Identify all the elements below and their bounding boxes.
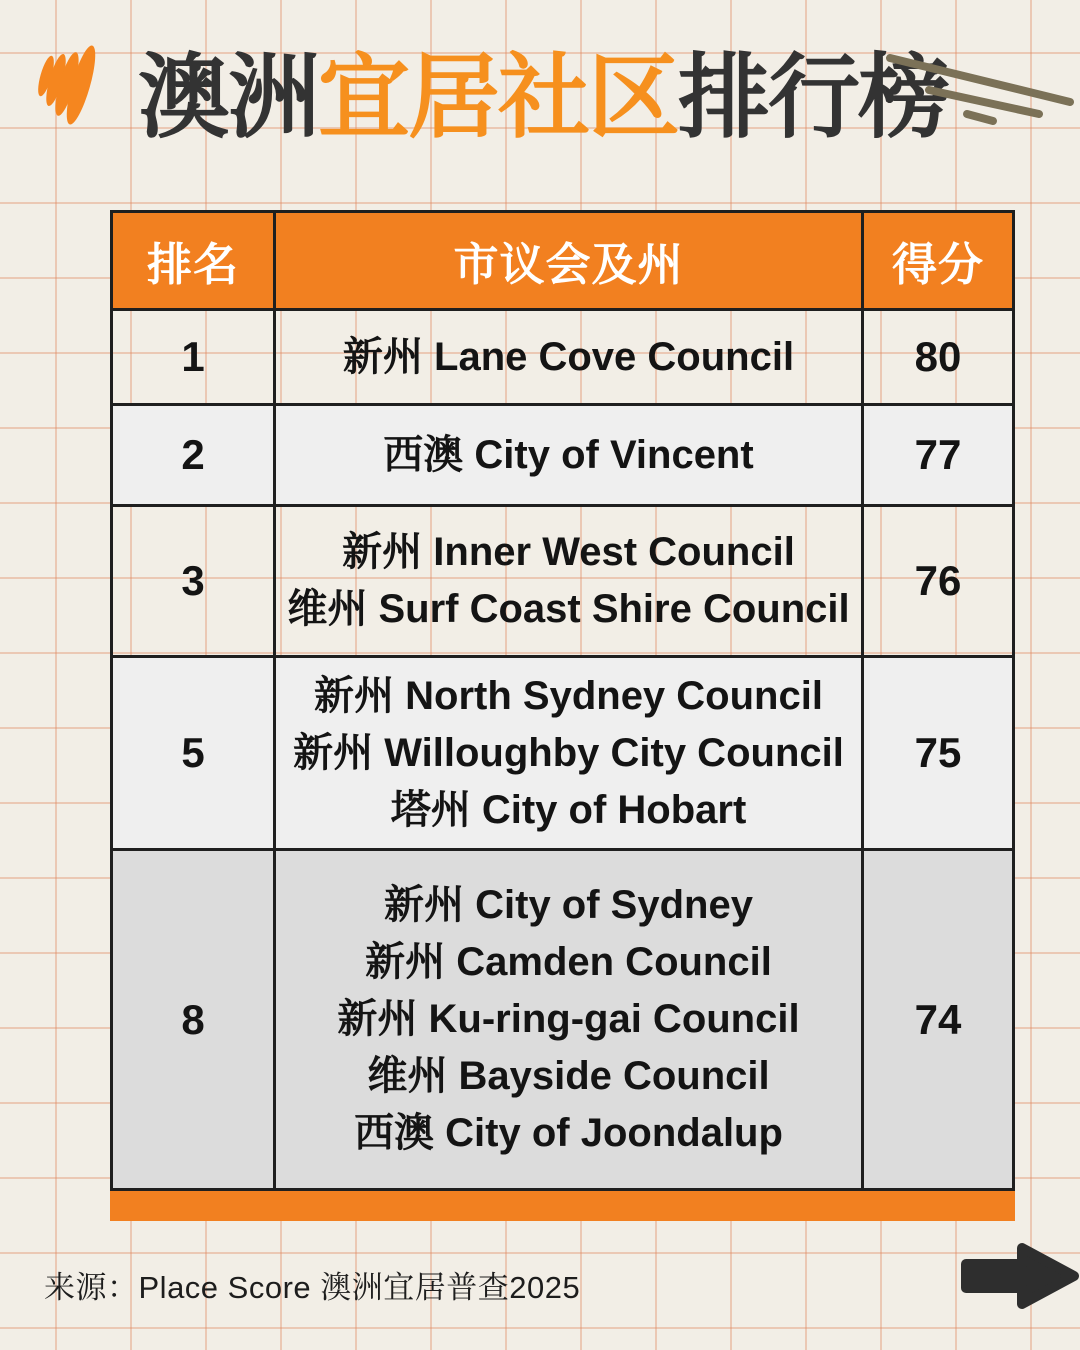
sbs-logo-icon [34, 36, 102, 128]
council-name: 新州 Camden Council [365, 940, 772, 984]
council-cell [273, 311, 864, 403]
rank-cell: 3 [181, 557, 205, 604]
page-title [138, 46, 948, 151]
council-name: 塔州 City of Hobart [390, 787, 747, 832]
score-cell: 75 [914, 729, 962, 776]
ranking-table [110, 210, 1015, 1221]
council-name: 新州 Willoughby City Council [293, 730, 844, 775]
rank-cell: 8 [181, 995, 205, 1043]
arrow-right-icon [956, 1238, 1080, 1314]
score-cell: 80 [914, 333, 962, 380]
table-header [113, 213, 1012, 308]
council-name: 维州 Bayside Council [367, 1054, 770, 1098]
source-text: 来源：Place Score 澳洲宜居普查2025 [44, 1270, 581, 1305]
council-name: 维州 Surf Coast Shire Council [287, 587, 850, 631]
page-title-segment: 宜居社区 [318, 47, 679, 149]
column-header-council: 市议会及州 [273, 213, 864, 308]
council-name: 西澳 City of Joondalup [354, 1111, 783, 1155]
council-name: 新州 Lane Cove Council [342, 334, 795, 379]
page-title-segment: 排行榜 [678, 47, 949, 149]
column-header-rank: 排名 [146, 239, 239, 290]
table-row [113, 504, 1012, 655]
score-cell: 77 [914, 431, 962, 478]
council-cell [273, 851, 864, 1188]
rank-cell: 2 [181, 431, 205, 478]
column-header-score: 得分 [891, 239, 984, 290]
table-row [113, 403, 1012, 504]
score-cell: 74 [914, 995, 962, 1043]
rank-cell: 5 [181, 729, 205, 776]
table-row [113, 848, 1012, 1188]
score-cell: 76 [914, 557, 962, 604]
council-cell [273, 658, 864, 848]
council-name: 新州 Ku-ring-gai Council [337, 997, 800, 1041]
council-name: 新州 City of Sydney [384, 883, 753, 927]
table-row [113, 308, 1012, 403]
council-cell [273, 406, 864, 504]
page-title-segment: 澳洲 [138, 47, 319, 149]
council-name: 新州 North Sydney Council [314, 673, 823, 718]
table-row [113, 655, 1012, 848]
rank-cell: 1 [181, 333, 205, 380]
diagonal-lines-icon [872, 46, 1080, 138]
table-body [113, 308, 1012, 1188]
table-footer-bar [110, 1191, 1015, 1221]
council-name: 新州 Inner West Council [342, 530, 795, 574]
council-cell [273, 507, 864, 655]
council-name: 西澳 City of Vincent [383, 432, 754, 477]
